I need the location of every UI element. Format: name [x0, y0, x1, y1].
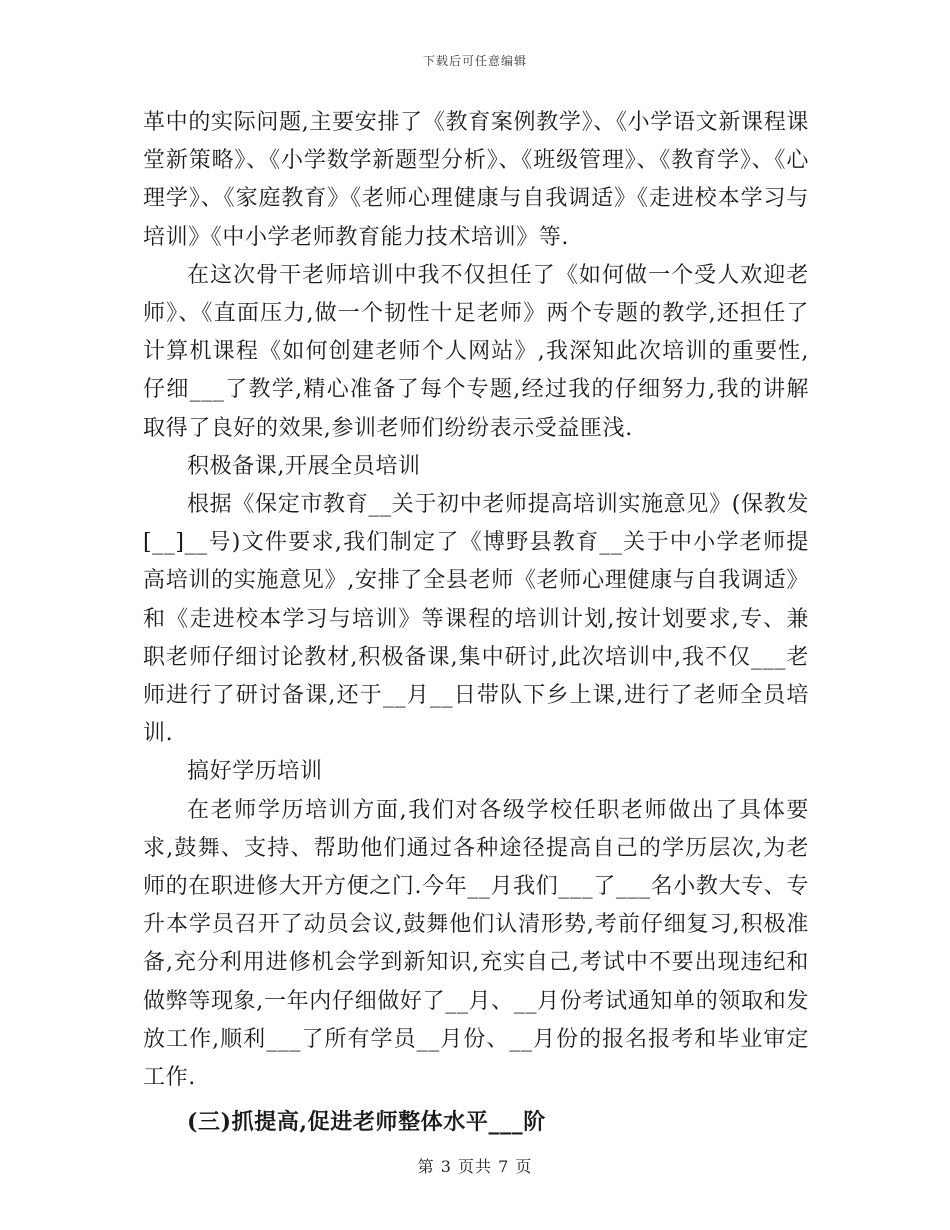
page-number: 第 3 页共 7 页: [417, 1157, 533, 1176]
header-note: 下载后可任意编辑: [422, 54, 527, 68]
paragraph-course-list: 革中的实际问题,主要安排了《教育案例教学》、《小学语文新课程课堂新策略》、《小学数学新题型分析》、《班级管理》、《教育学》、《心理学》、《家庭教育》《老师心理健康与自我调适》《走进校本学习与培训》《中小学老师教育能力技术培训》等.: [143, 110, 809, 250]
paragraph-backbone-training: 在这次骨干老师培训中我不仅担任了《如何做一个受人欢迎老师》、《直面压力,做一个韧性十足老师》两个专题的教学,还担任了计算机课程《如何创建老师个人网站》,我深知此次培训的重要性,仔细___了教学,精心准备了每个专题,经过我的仔细努力,我的讲解取得了良好的效果,参训老师们纷纷表示受益匪浅.: [143, 262, 809, 441]
section-heading: (三)抓提高,促进老师整体水平___阶: [187, 1109, 546, 1136]
subheading-degree-training: 搞好学历培训: [187, 759, 323, 785]
paragraph-degree-training: 在老师学历培训方面,我们对各级学校任职老师做出了具体要求,鼓舞、支持、帮助他们通过各种途径提高自己的学历层次,为老师的在职进修大开方便之门.今年__月我们___了___名小教大专、专升本学员召开了动员会议,鼓舞他们认清形势,考前仔细复习,积极准备,充分利用进修机会学到新知识,充实自己,考试中不要出现违纪和做弊等现象,一年内仔细做好了__月、__月份考试通知单的领取和发放工作,顺利___了所有学员__月份、__月份的报名报考和毕业审定工作.: [143, 797, 809, 1091]
paragraph-prepare-lessons: 根据《保定市教育__关于初中老师提高培训实施意见》(保教发[__]__号)文件要求,我们制定了《博野县教育__关于中小学老师提高培训的实施意见》,安排了全县老师《老师心理健康与自我调适》和《走进校本学习与培训》等课程的培训计划,按计划要求,专、兼职老师仔细讨论教材,积极备课,集中研讨,此次培训中,我不仅___老师进行了研讨备课,还于__月__日带队下乡上课,进行了老师全员培训.: [143, 492, 809, 747]
subheading-prepare-lessons: 积极备课,开展全员培训: [187, 453, 421, 479]
document-body: [143, 104, 809, 1141]
